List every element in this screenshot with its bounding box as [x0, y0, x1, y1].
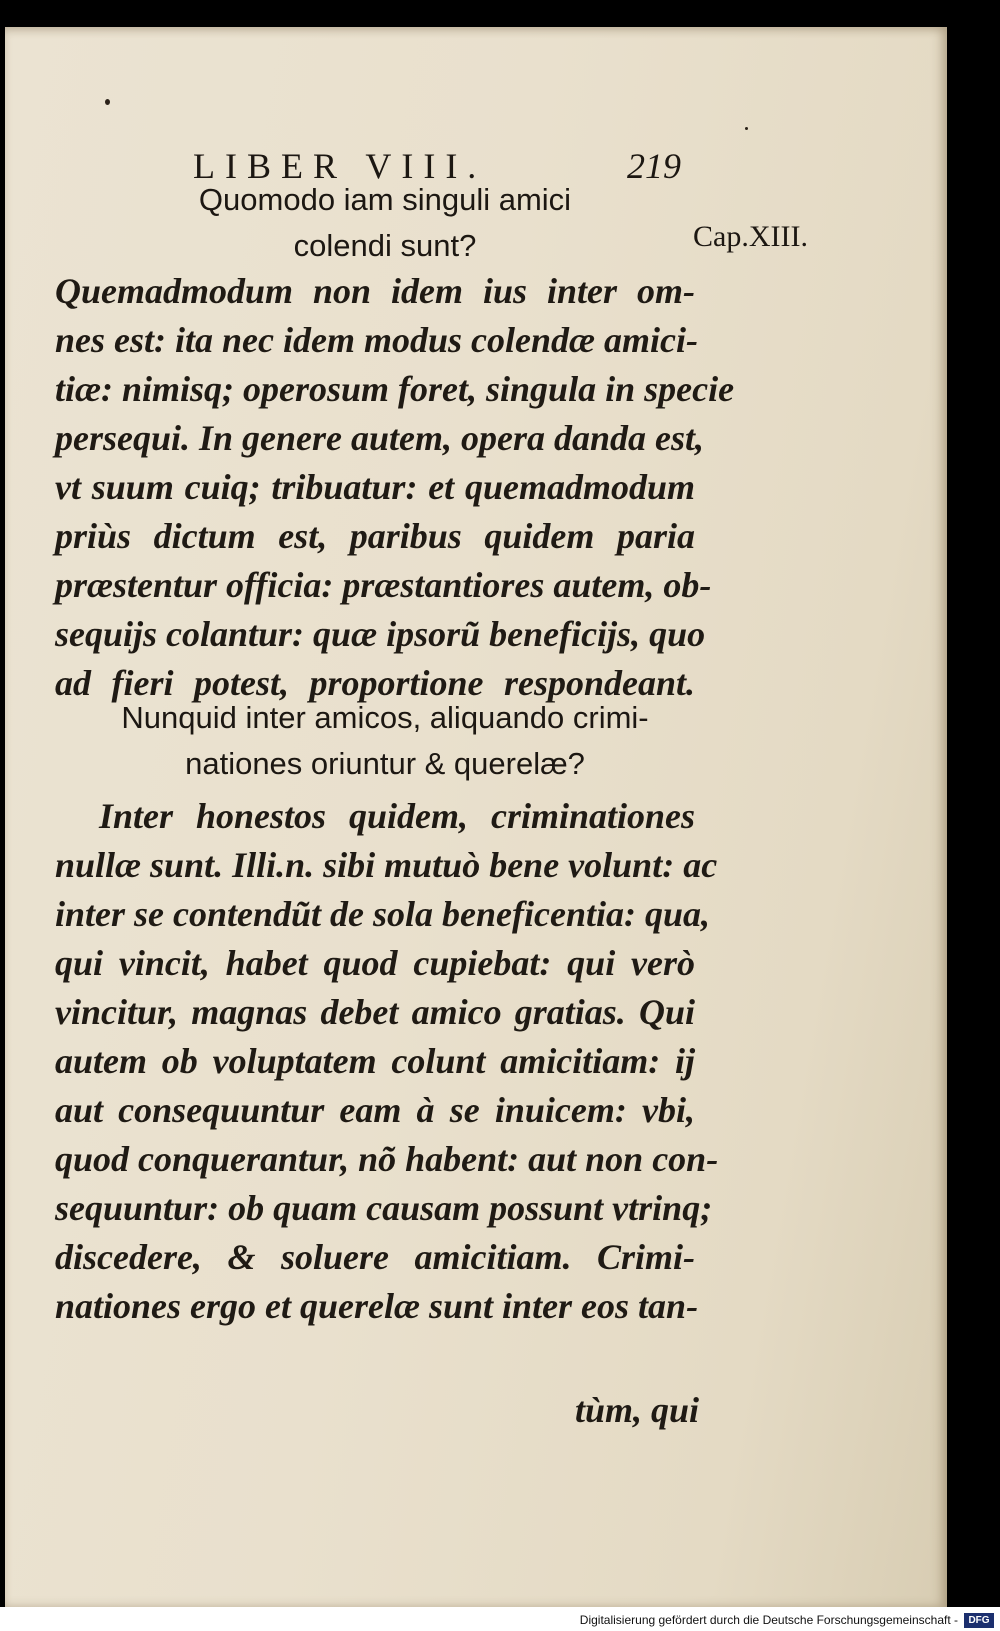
ink-speck: [745, 127, 748, 130]
text-line: nullæ sunt. Illi.n. sibi mutuò bene volunt: ac: [55, 845, 718, 885]
text-line: Inter honestos quidem, criminationes: [99, 796, 695, 836]
book-page: [5, 27, 947, 1607]
running-head: LIBER VIII.: [193, 146, 487, 186]
heading-line: Nunquid inter amicos, aliquando crimi-: [121, 700, 649, 735]
text-line: quod conquerantur, nõ habent: aut non con-: [55, 1139, 719, 1179]
text-line: autem ob voluptatem colunt amicitiam: ij: [55, 1041, 695, 1081]
text-line: Quemadmodum non idem ius inter om-: [55, 271, 695, 311]
text-line: præstentur officia: præstantiores autem, ob-: [55, 565, 712, 605]
footer-bar: [0, 1607, 1000, 1631]
ink-speck: [105, 99, 110, 105]
text-line: vt suum cuiq; tribuatur: et quemadmodum: [55, 467, 695, 507]
question-heading: [55, 177, 715, 269]
catchword: tùm, qui: [575, 1390, 700, 1430]
text-line: tiæ: nimisq; operosum foret, singula in specie: [55, 369, 735, 409]
text-line: sequuntur: ob quam causam possunt vtrinq;: [55, 1188, 713, 1228]
text-line: persequi. In genere autem, opera danda est,: [55, 418, 705, 458]
dfg-logo: DFG: [964, 1613, 994, 1628]
funding-credit: Digitalisierung gefördert durch die Deutsche Forschungsgemeinschaft -: [579, 1613, 958, 1627]
question-heading: [55, 695, 715, 787]
text-line: discedere, & soluere amicitiam. Crimi-: [55, 1237, 695, 1277]
text-line: ad fieri potest, proportione respondeant.: [55, 663, 695, 703]
heading-line: colendi sunt?: [293, 228, 477, 263]
text-line: nes est: ita nec idem modus colendæ amici-: [55, 320, 698, 360]
heading-line: Quomodo iam singuli amici: [198, 182, 572, 217]
chapter-margin-note: Cap.XIII.: [693, 220, 808, 253]
text-line: sequijs colantur: quæ ipsorũ beneficijs, quo: [55, 614, 706, 654]
text-line: vincitur, magnas debet amico gratias. Qui: [55, 992, 695, 1032]
text-line: qui vincit, habet quod cupiebat: qui verò: [55, 943, 695, 983]
text-line: priùs dictum est, paribus quidem paria: [55, 516, 695, 556]
text-line: nationes ergo et querelæ sunt inter eos tan-: [55, 1286, 699, 1326]
text-line: aut consequuntur eam à se inuicem: vbi,: [55, 1090, 695, 1130]
page-number: 219: [627, 146, 681, 186]
text-line: inter se contendũt de sola beneficentia: qua,: [55, 894, 710, 934]
heading-line: nationes oriuntur & querelæ?: [185, 746, 585, 781]
